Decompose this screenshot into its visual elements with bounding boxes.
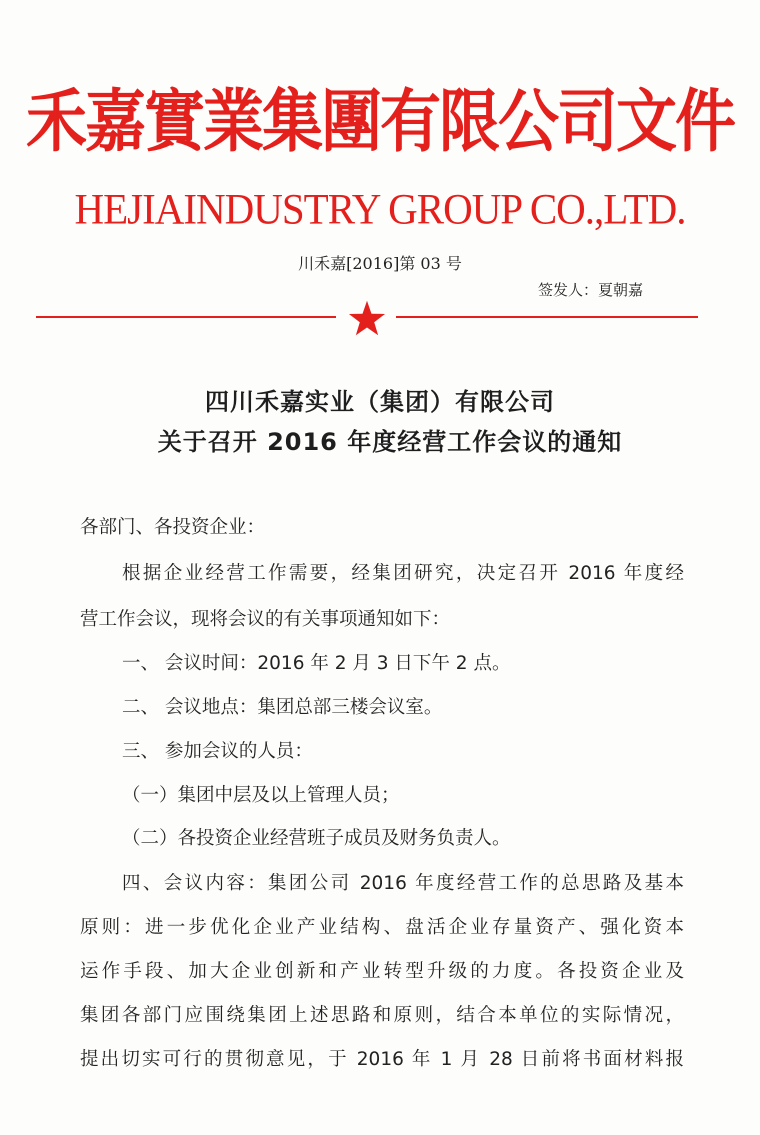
- paragraph-intro-line-2: 营工作会议，现将会议的有关事项通知如下：: [80, 609, 451, 630]
- item-4-line-4: 集团各部门应围绕集团上述思路和原则，结合本单位的实际情况，: [80, 1005, 684, 1026]
- item-4-line-1: 四、会议内容：集团公司 2016 年度经营工作的总思路及基本: [122, 873, 684, 894]
- company-name-chinese: 禾嘉實業集團有限公司文件: [25, 82, 734, 162]
- item-3-attendees: 三、 参加会议的人员：: [122, 741, 313, 762]
- red-divider-right: [396, 316, 698, 318]
- paragraph-intro-line-1: 根据企业经营工作需要，经集团研究，决定召开 2016 年度经: [122, 563, 684, 584]
- addressee: 各部门、各投资企业：: [80, 517, 266, 538]
- red-star-icon: [348, 300, 386, 336]
- item-4-line-5: 提出切实可行的贯彻意见，于 2016 年 1 月 28 日前将书面材料报: [80, 1049, 684, 1070]
- signer-label: 签发人：: [538, 281, 599, 299]
- signer-name: 夏朝嘉: [598, 281, 644, 299]
- item-3b-attendees: （二）各投资企业经营班子成员及财务负责人。: [122, 828, 511, 849]
- item-3a-attendees: （一）集团中层及以上管理人员；: [122, 785, 400, 806]
- notice-title-line-2: 关于召开 2016 年度经营工作会议的通知: [157, 428, 623, 456]
- signer: [538, 283, 643, 298]
- item-4-line-2: 原则：进一步优化企业产业结构、盘活企业存量资产、强化资本: [80, 917, 684, 938]
- company-name-english: HEJIAINDUSTRY GROUP CO.,LTD.: [74, 184, 686, 234]
- notice-title-line-1: 四川禾嘉实业（集团）有限公司: [205, 388, 555, 416]
- item-2-meeting-place: 二、 会议地点：集团总部三楼会议室。: [122, 697, 443, 718]
- item-1-meeting-time: 一、 会议时间：2016 年 2 月 3 日下午 2 点。: [122, 653, 511, 674]
- item-4-line-3: 运作手段、加大企业创新和产业转型升级的力度。各投资企业及: [80, 961, 684, 982]
- document-number: 川禾嘉[2016]第 03 号: [298, 254, 462, 273]
- red-divider-left: [36, 316, 336, 318]
